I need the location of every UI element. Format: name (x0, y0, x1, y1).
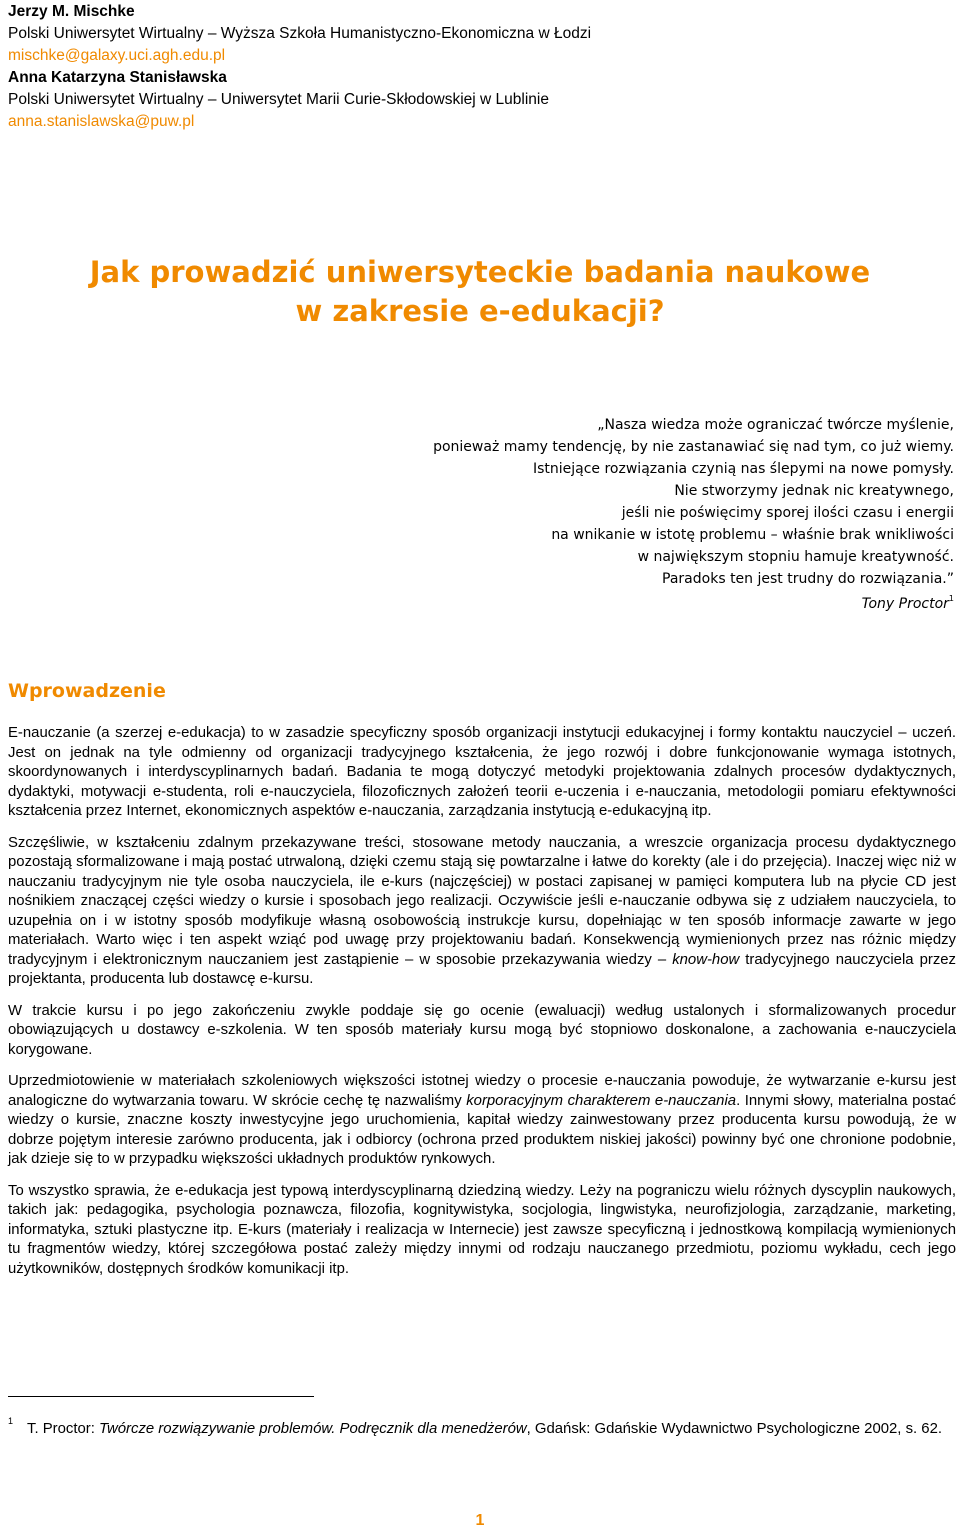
paragraph-text: tradycyjnego nauczyciela przez projektanta, producenta lub dostawcę e-kursu. (8, 951, 957, 987)
paragraph (8, 1072, 956, 1170)
paragraph (8, 834, 956, 990)
paragraph-text: Uprzedmiotowienie w materiałach szkoleniowych większości istotnej wiedzy o procesie e-nauczania powoduje, że wytwarzanie e-kursu jest analogiczne do wytwarzania towaru. W skrócie cechę tę nazwaliśmy (8, 1073, 956, 1109)
motto-line: ponieważ mamy tendencję, by nie zastanawiać się nad tym, co już wiemy. (433, 439, 954, 455)
page-number: 1 (475, 1512, 485, 1529)
paragraph-text: . Innymi słowy, materialna postać wiedzy o kursie, znaczne koszty inwestycyjne jego uruchomienia, kapitał wiedzy zainwestowany przez producenta kursu powodują, że w dobrze pojętym interesie zarówno producenta, jak i odbiorcy (ochrona przed produktem niskiej jakości) powinny być one chronione podobnie, jak dzieje się to w przypadku większości układnych produktów rynkowych. (8, 1092, 956, 1167)
footnote-text (27, 1421, 942, 1437)
author-affiliation: Polski Uniwersytet Wirtualny – Uniwersytet Marii Curie-Skłodowskiej w Lublinie (8, 91, 549, 108)
motto-line: w największym stopniu hamuje kreatywność. (637, 549, 954, 565)
paragraph-text: Szczęśliwie, w kształceniu zdalnym przekazywane treści, stosowane metody nauczania, a wreszcie organizacja procesu dydaktycznego pozostają sformalizowane i mają postać utrwaloną, dzięki czemu stają się powtarzalne i łatwe do korekty (ale i do przejęcia). Inaczej więc niż w nauczaniu tradycyjnym nie tyle osoba nauczyciela, ile e-kurs (najczęściej) w postaci zapisanej w pamięci komputera lub na płycie CD jest nośnikiem znaczącej części wiedzy o kursie i sposobach jego realizacji. Oczywiście jeśli e-nauczanie odbywa się z udziałem nauczyciela, to uzupełnia on i w istotny sposób modyfikuje własną osobowością instrukcje kursu, dopełniając w ten sposób informacje zawarte w jego materiałach. Warto więc i ten aspekt wziąć pod uwagę przy projektowaniu badań. Konsekwencją wymienionych przez nas różnic między tradycyjnym i elektronicznym nauczaniem jest zastąpienie – w sposobie przekazywania wiedzy – (8, 834, 956, 968)
motto-line: „Nasza wiedza może ograniczać twórcze myślenie, (597, 417, 954, 433)
footnote-segment: , Gdańsk: Gdańskie Wydawnictwo Psychologiczne 2002, s. 62. (526, 1421, 942, 1437)
footnote-separator (8, 1396, 314, 1397)
paragraph (8, 1002, 956, 1061)
footnote-segment: T. Proctor: (27, 1421, 100, 1437)
paragraph-text: E-nauczanie (a szerzej e-edukacja) to w zasadzie specyficzny sposób organizacji instytucji edukacyjnej i formy kontaktu nauczyciel – uczeń. Jest on jednak na tyle odmienny od organizacji tradycyjnego kształcenia, że jego rozwój i dobre funkcjonowanie wymaga istotnych, skoordynowanych i interdyscyplinarnych badań. Badania te mogą dotyczyć metodyki projektowania zdalnych procesów dydaktycznych, dydaktyki, motywacji e-studenta, roli e-nauczyciela, filozoficznych założeń teorii e-uczenia i e-nauczania, metodologii pomiaru efektywności kształcenia przez Internet, ekonomicznych aspektów e-nauczania, zarządzania instytucją e-edukacyjną itp. (8, 725, 956, 819)
motto-author-name: Tony Proctor (861, 596, 949, 612)
author-name: Anna Katarzyna Stanisławska (8, 69, 227, 86)
motto-quote (254, 414, 954, 590)
title-line: w zakresie e-edukacji? (295, 294, 665, 328)
document-title (0, 253, 960, 331)
motto-line: Nie stworzymy jednak nic kreatywnego, (674, 483, 954, 499)
paragraph-text: To wszystko sprawia, że e-edukacja jest typową interdyscyplinarną dziedziną wiedzy. Leży na pograniczu wielu różnych dyscyplin naukowych, takich jak: pedagogika, psychologia poznawcza, filozofia, kognitywistyka, socjologia, lingwistyka, neurofizjologia, zarządzanie, marketing, informatyka, sztuki plastyczne itp. E-kurs (materiały i realizacja w Internecie) jest zawsze specyficzną i jednostkową kompilacją wymienionych tu fragmentów wiedzy, której szczegółowa postać zależy między innymi od rodzaju nauczanego przedmiotu, poziomu wykładu, cech jego użytkowników, dostępnych środków komunikacji itp. (8, 1182, 956, 1277)
author-email[interactable]: mischke@galaxy.uci.agh.edu.pl (8, 47, 226, 64)
motto-line: na wnikanie w istotę problemu – właśnie brak wnikliwości (551, 527, 954, 543)
emphasis-text: know-how (672, 951, 740, 968)
motto-line: Paradoks ten jest trudny do rozwiązania.” (662, 571, 954, 587)
title-line: Jak prowadzić uniwersyteckie badania naukowe (89, 255, 871, 289)
author-email[interactable]: anna.stanislawska@puw.pl (8, 113, 195, 130)
author-block (8, 1, 948, 133)
footnote (8, 1412, 956, 1440)
footnote-reference[interactable]: 1 (948, 594, 954, 603)
motto-line: Istniejące rozwiązania czynią nas ślepymi na nowe pomysły. (532, 461, 954, 477)
paragraph (8, 1182, 956, 1280)
section-heading: Wprowadzenie (8, 680, 166, 702)
paragraph-text: W trakcie kursu i po jego zakończeniu zwykle poddaje się go ocenie (ewaluacji) według ustalonych i sformalizowanych procedur obowiązujących u dostawcy e-szkolenia. W ten sposób materiały kursu mogą być stopniowo doskonalone, a zachowania e-nauczyciela korygowane. (8, 1002, 956, 1058)
emphasis-text: korporacyjnym charakterem e-nauczania (466, 1092, 737, 1109)
motto-author (862, 594, 954, 612)
footnote-title: Twórcze rozwiązywanie problemów. Podręcznik dla menedżerów (99, 1421, 527, 1437)
author-name: Jerzy M. Mischke (8, 3, 135, 20)
motto-line: jeśli nie poświęcimy sporej ilości czasu i energii (621, 505, 954, 521)
footnote-mark: 1 (8, 1416, 14, 1426)
body-text (8, 724, 956, 1291)
paragraph (8, 724, 956, 822)
author-affiliation: Polski Uniwersytet Wirtualny – Wyższa Szkoła Humanistyczno-Ekonomiczna w Łodzi (8, 25, 592, 42)
